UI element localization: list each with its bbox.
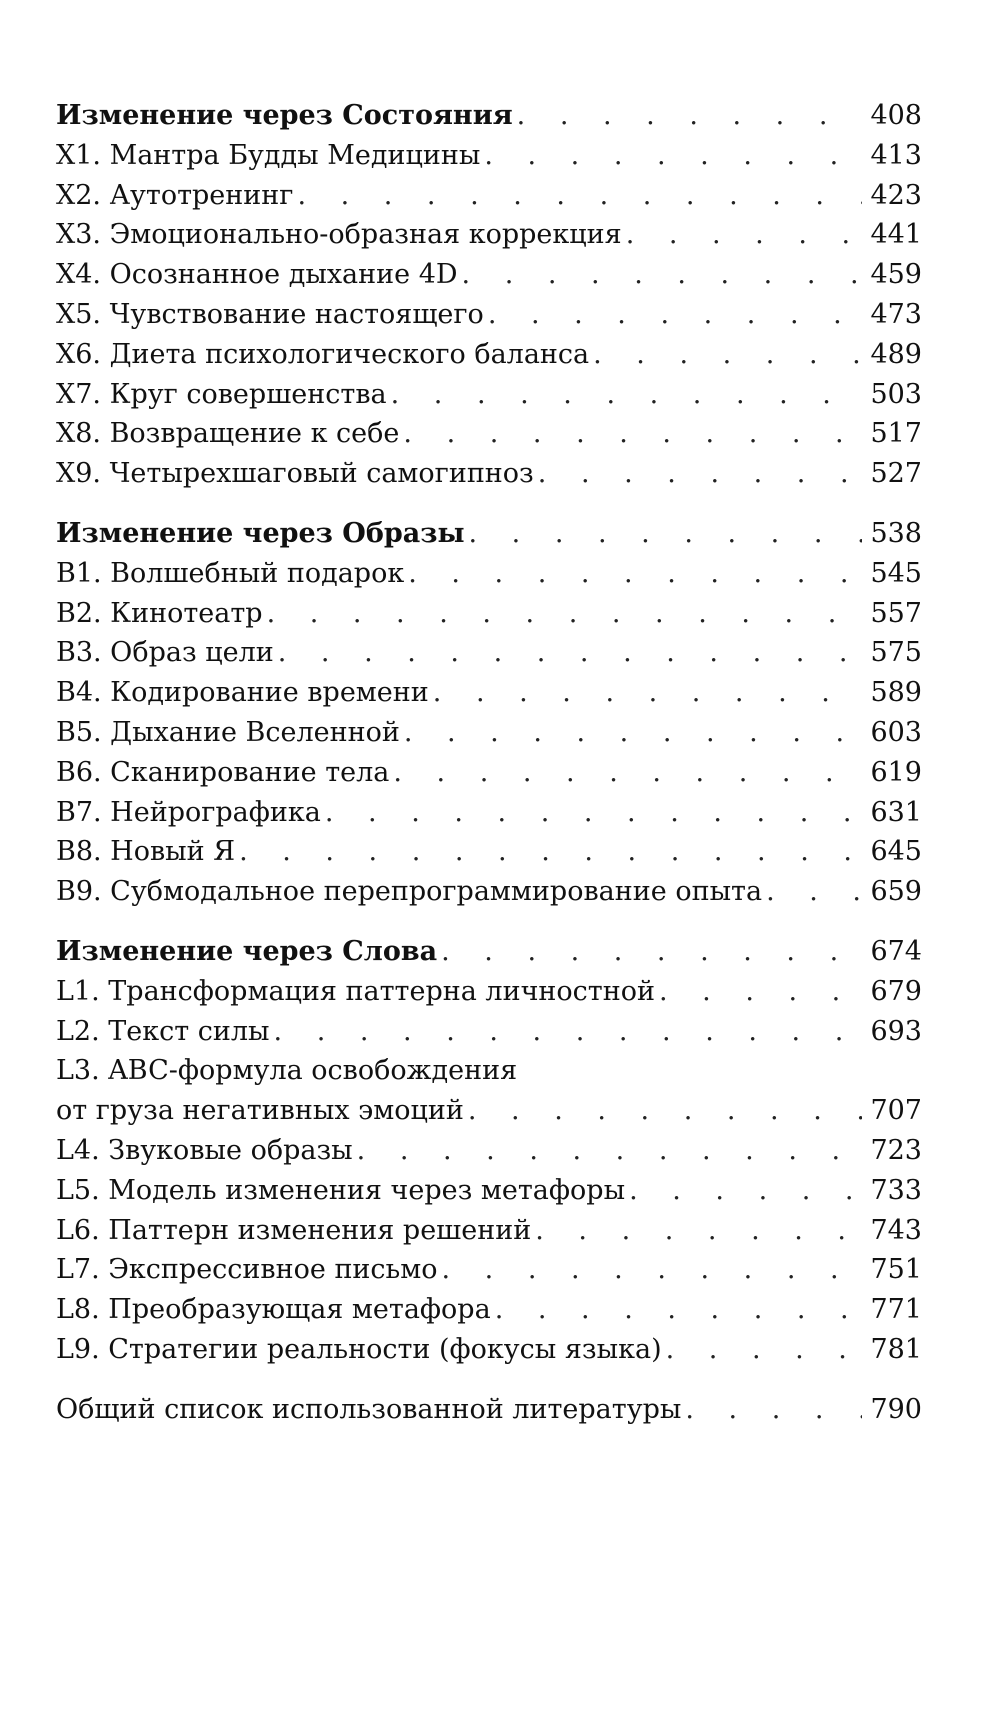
page-number: 659 — [870, 876, 922, 908]
dot-leader — [297, 176, 862, 216]
toc-section-words — [56, 932, 922, 1370]
dot-leader — [239, 832, 862, 872]
table-of-contents — [56, 96, 922, 1450]
toc-entry[interactable] — [56, 1250, 922, 1290]
page-number: 517 — [870, 418, 922, 450]
entry-title: L3. ABC-формула освобождения — [56, 1055, 518, 1087]
entry-title: L5. Модель изменения через метафоры — [56, 1174, 626, 1206]
page-number: 707 — [870, 1095, 922, 1127]
entry-title: X3. Эмоционально-образная коррекция — [56, 219, 622, 251]
toc-entry[interactable] — [56, 215, 922, 255]
entry-title: X6. Диета психологического баланса — [56, 338, 590, 370]
toc-entry[interactable] — [56, 454, 922, 494]
page-number: 743 — [870, 1214, 922, 1246]
entry-title: B6. Сканирование тела — [56, 756, 390, 788]
section-title: Изменение через Слова — [56, 935, 438, 967]
dot-leader — [469, 514, 863, 554]
page-number: 527 — [870, 458, 922, 490]
page-number: 545 — [870, 557, 922, 589]
entry-title: B8. Новый Я — [56, 836, 236, 868]
page-number: 441 — [870, 219, 922, 251]
toc-section-images — [56, 514, 922, 912]
toc-entry[interactable] — [56, 554, 922, 594]
dot-leader — [408, 554, 862, 594]
toc-entry[interactable] — [56, 176, 922, 216]
page-number: 619 — [870, 756, 922, 788]
page-number: 557 — [870, 597, 922, 629]
toc-entry[interactable] — [56, 1330, 922, 1370]
page-number: 575 — [870, 637, 922, 669]
page-number: 423 — [870, 179, 922, 211]
entry-title: B7. Нейрографика — [56, 796, 321, 828]
entry-title: B5. Дыхание Вселенной — [56, 716, 400, 748]
entry-title: X2. Аутотренинг — [56, 179, 294, 211]
toc-section-heading[interactable] — [56, 932, 922, 972]
entry-title: L4. Звуковые образы — [56, 1134, 353, 1166]
dot-leader — [517, 96, 863, 136]
dot-leader — [626, 215, 863, 255]
entry-title: L2. Текст силы — [56, 1015, 270, 1047]
entry-title: B3. Образ цели — [56, 637, 274, 669]
toc-entry[interactable] — [56, 673, 922, 713]
toc-entry[interactable] — [56, 1171, 922, 1211]
dot-leader — [433, 673, 863, 713]
dot-leader — [766, 872, 862, 912]
section-title: Изменение через Образы — [56, 517, 465, 549]
toc-entry[interactable] — [56, 1290, 922, 1330]
dot-leader — [659, 972, 862, 1012]
entry-title: X5. Чувствование настоящего — [56, 298, 484, 330]
toc-entry[interactable] — [56, 1211, 922, 1251]
page-number: 503 — [870, 378, 922, 410]
entry-title: B2. Кинотеатр — [56, 597, 263, 629]
toc-entry[interactable] — [56, 136, 922, 176]
dot-leader — [325, 793, 863, 833]
page-number: 674 — [870, 935, 922, 967]
entry-title: X4. Осознанное дыхание 4D — [56, 259, 458, 291]
dot-leader — [278, 633, 863, 673]
page-number: 473 — [870, 298, 922, 330]
dot-leader — [274, 1012, 863, 1052]
page-number: 733 — [870, 1174, 922, 1206]
toc-entry[interactable] — [56, 594, 922, 634]
toc-entry[interactable] — [56, 872, 922, 912]
entry-title: X1. Мантра Будды Медицины — [56, 139, 481, 171]
toc-entry[interactable] — [56, 414, 922, 454]
entry-title: X9. Четырехшаговый самогипноз — [56, 458, 534, 490]
page-number: 459 — [870, 259, 922, 291]
page-number: 679 — [870, 975, 922, 1007]
page-number: 631 — [870, 796, 922, 828]
dot-leader — [403, 414, 862, 454]
dot-leader — [685, 1390, 862, 1430]
page-number: 781 — [870, 1333, 922, 1365]
dot-leader — [593, 335, 862, 375]
dot-leader — [442, 1250, 863, 1290]
dot-leader — [488, 295, 863, 335]
dot-leader — [404, 713, 863, 753]
dot-leader — [535, 1211, 862, 1251]
toc-entry[interactable] — [56, 713, 922, 753]
toc-entry-bibliography[interactable] — [56, 1390, 922, 1430]
toc-section-states — [56, 96, 922, 494]
entry-title: Общий список использованной литературы — [56, 1393, 682, 1425]
page-number: 538 — [870, 517, 922, 549]
page-number: 790 — [870, 1393, 922, 1425]
toc-section-heading[interactable] — [56, 96, 922, 136]
page-number: 723 — [870, 1134, 922, 1166]
toc-entry[interactable] — [56, 832, 922, 872]
dot-leader — [484, 136, 862, 176]
dot-leader — [462, 255, 863, 295]
entry-title: L8. Преобразующая метафора — [56, 1294, 491, 1326]
entry-title: B1. Волшебный подарок — [56, 557, 405, 589]
page-number: 413 — [870, 139, 922, 171]
entry-title: L1. Трансформация паттерна личностной — [56, 975, 655, 1007]
entry-title: B4. Кодирование времени — [56, 677, 429, 709]
dot-leader — [629, 1171, 862, 1211]
page-number: 408 — [870, 100, 922, 131]
toc-entry[interactable] — [56, 375, 922, 415]
entry-title: L9. Стратегии реальности (фокусы языка) — [56, 1333, 662, 1365]
toc-entry[interactable] — [56, 295, 922, 335]
page-number: 771 — [870, 1294, 922, 1326]
toc-bibliography — [56, 1390, 922, 1430]
toc-section-heading[interactable] — [56, 514, 922, 554]
dot-leader — [441, 932, 862, 972]
section-title: Изменение через Состояния — [56, 100, 513, 131]
toc-entry[interactable] — [56, 753, 922, 793]
dot-leader — [393, 753, 862, 793]
dot-leader — [666, 1330, 863, 1370]
dot-leader — [538, 454, 863, 494]
toc-entry-continuation[interactable] — [56, 1091, 922, 1131]
entry-title: L7. Экспрессивное письмо — [56, 1254, 438, 1286]
toc-entry[interactable] — [56, 335, 922, 375]
entry-title: X8. Возвращение к себе — [56, 418, 400, 450]
toc-entry[interactable] — [56, 255, 922, 295]
entry-title: X7. Круг совершенства — [56, 378, 387, 410]
dot-leader — [468, 1091, 863, 1131]
page-number: 645 — [870, 836, 922, 868]
toc-entry[interactable] — [56, 793, 922, 833]
page-number: 693 — [870, 1015, 922, 1047]
page-number: 589 — [870, 677, 922, 709]
dot-leader — [267, 594, 863, 634]
dot-leader — [357, 1131, 863, 1171]
toc-entry[interactable] — [56, 1012, 922, 1052]
dot-leader — [495, 1290, 863, 1330]
toc-entry[interactable] — [56, 1051, 922, 1091]
entry-title: B9. Субмодальное перепрограммирование опыта — [56, 876, 763, 908]
dot-leader — [391, 375, 863, 415]
toc-entry[interactable] — [56, 1131, 922, 1171]
toc-entry[interactable] — [56, 972, 922, 1012]
page-number: 489 — [870, 338, 922, 370]
page-number: 603 — [870, 716, 922, 748]
toc-entry[interactable] — [56, 633, 922, 673]
page-number: 751 — [870, 1254, 922, 1286]
entry-title: L6. Паттерн изменения решений — [56, 1214, 532, 1246]
entry-title: от груза негативных эмоций — [56, 1095, 464, 1127]
